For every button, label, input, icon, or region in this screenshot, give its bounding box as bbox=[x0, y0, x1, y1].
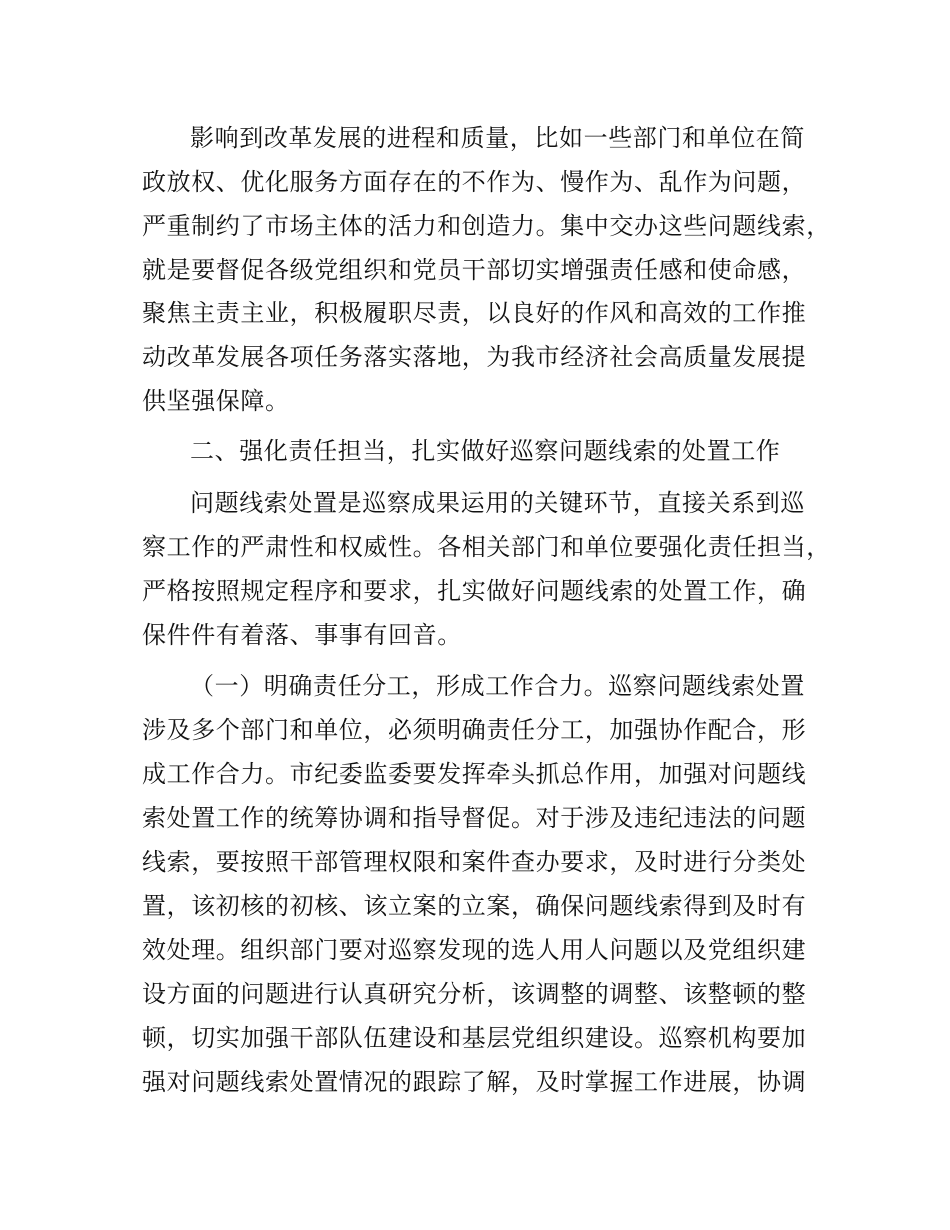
paragraph-line: 就是要督促各级党组织和党员干部切实增强责任感和使命感， bbox=[142, 256, 807, 284]
paragraph-line: 聚焦主责主业，积极履职尽责，以良好的作风和高效的工作推 bbox=[142, 299, 807, 327]
paragraph-line: 索处置工作的统筹协调和指导督促。对于涉及违纪违法的问题 bbox=[142, 804, 807, 832]
paragraph-line: 察工作的严肃性和权威性。各相关部门和单位要强化责任担当， bbox=[142, 533, 831, 561]
paragraph-line: 问题线索处置是巡察成果运用的关键环节，直接关系到巡 bbox=[190, 489, 805, 517]
paragraph-line: 强对问题线索处置情况的跟踪了解，及时掌握工作进展，协调 bbox=[142, 1068, 807, 1096]
section-heading: 二、强化责任担当，扎实做好巡察问题线索的处置工作 bbox=[190, 437, 781, 465]
subsection-line: （一）明确责任分工，形成工作合力。巡察问题线索处置 bbox=[190, 672, 805, 700]
paragraph-line: 严重制约了市场主体的活力和创造力。集中交办这些问题线索， bbox=[142, 212, 831, 240]
paragraph-line: 成工作合力。市纪委监委要发挥牵头抓总作用，加强对问题线 bbox=[142, 760, 807, 788]
paragraph-line: 设方面的问题进行认真研究分析，该调整的调整、该整顿的整 bbox=[142, 980, 807, 1008]
paragraph-line: 顿，切实加强干部队伍建设和基层党组织建设。巡察机构要加 bbox=[142, 1024, 807, 1052]
paragraph-line: 影响到改革发展的进程和质量，比如一些部门和单位在简 bbox=[190, 124, 805, 152]
paragraph-line: 供坚强保障。 bbox=[142, 387, 290, 415]
paragraph-line: 置，该初核的初核、该立案的立案，确保问题线索得到及时有 bbox=[142, 892, 807, 920]
paragraph-line: 效处理。组织部门要对巡察发现的选人用人问题以及党组织建 bbox=[142, 936, 807, 964]
paragraph-line: 严格按照规定程序和要求，扎实做好问题线索的处置工作，确 bbox=[142, 577, 807, 605]
paragraph-line: 涉及多个部门和单位，必须明确责任分工，加强协作配合，形 bbox=[142, 716, 807, 744]
paragraph-line: 保件件有着落、事事有回音。 bbox=[142, 621, 462, 649]
paragraph-line: 动改革发展各项任务落实落地，为我市经济社会高质量发展提 bbox=[142, 343, 807, 371]
paragraph-line: 政放权、优化服务方面存在的不作为、慢作为、乱作为问题， bbox=[142, 168, 807, 196]
paragraph-line: 线索，要按照干部管理权限和案件查办要求，及时进行分类处 bbox=[142, 848, 807, 876]
